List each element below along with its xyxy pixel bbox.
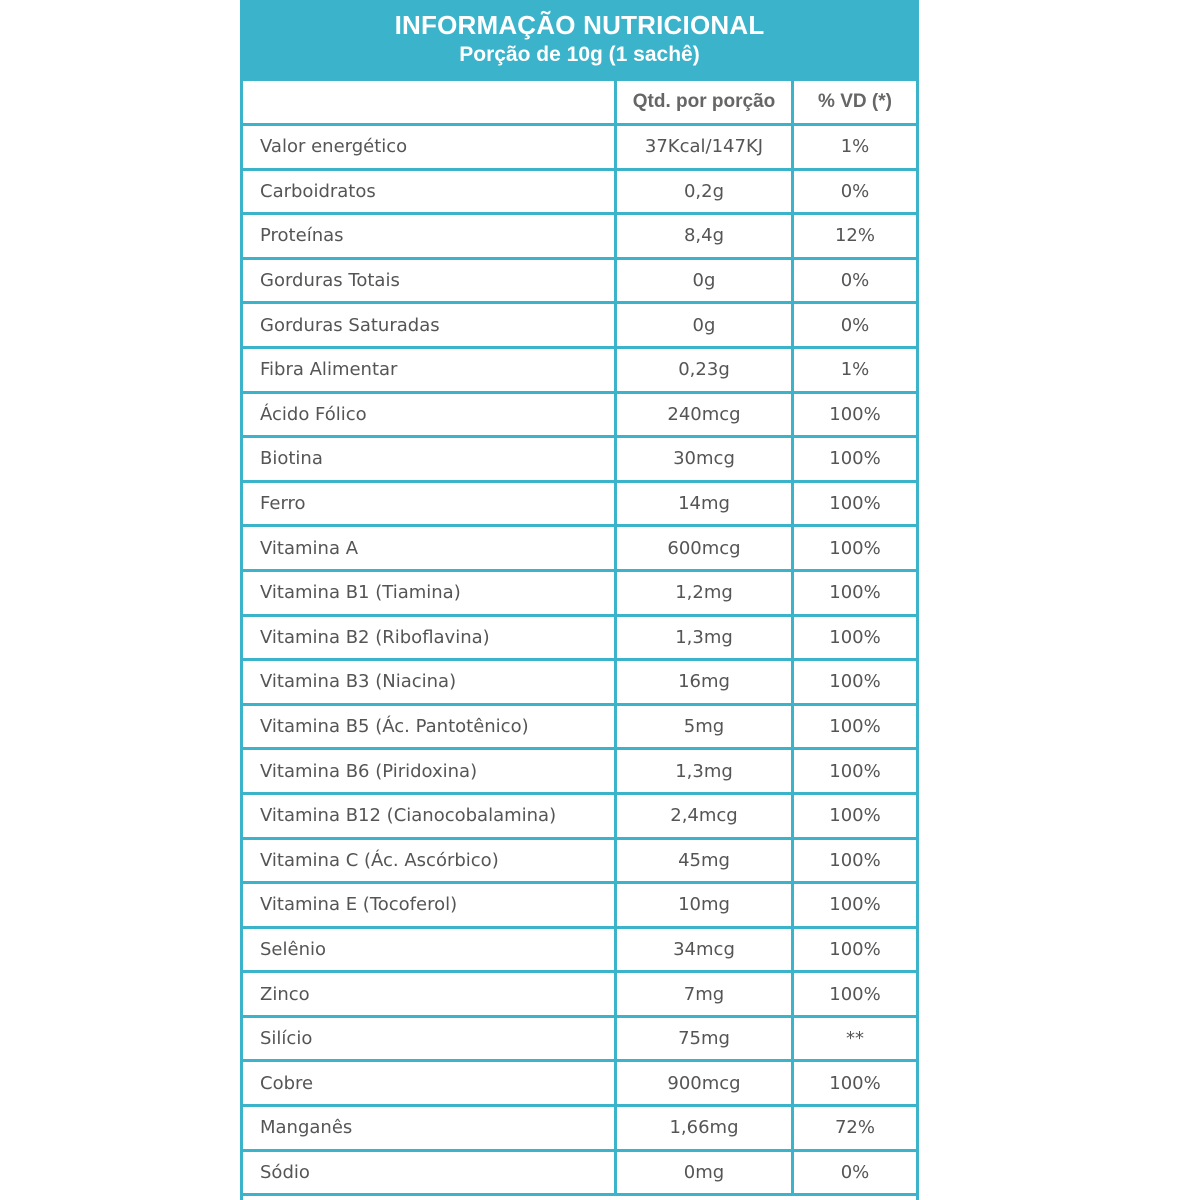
nutrient-name: Silício bbox=[243, 1018, 617, 1060]
daily-value-percent: 100% bbox=[829, 983, 881, 1005]
table-row bbox=[243, 617, 916, 662]
table-row bbox=[243, 438, 916, 483]
daily-value-percent: 100% bbox=[829, 493, 881, 515]
nutrient-name: Gorduras Totais bbox=[243, 260, 617, 302]
daily-value-percent: 0% bbox=[840, 1161, 870, 1183]
nutrient-name: Ácido Fólico bbox=[243, 394, 617, 436]
table-row bbox=[243, 973, 916, 1018]
nutrient-name: Proteínas bbox=[243, 215, 617, 257]
daily-value-percent: 100% bbox=[829, 849, 881, 871]
quantity-per-serving: 37Kcal/147KJ bbox=[617, 126, 794, 168]
table-row bbox=[243, 394, 916, 439]
daily-value-percent: 12% bbox=[834, 225, 875, 247]
quantity-per-serving: 2,4mcg bbox=[617, 795, 794, 837]
nutrient-name: Fibra Alimentar bbox=[243, 349, 617, 391]
table-row bbox=[243, 215, 916, 260]
quantity-per-serving: 14mg bbox=[617, 483, 794, 525]
nutrition-facts-panel bbox=[240, 0, 919, 1200]
daily-value-percent: 100% bbox=[829, 626, 881, 648]
quantity-per-serving: 1,3mg bbox=[617, 750, 794, 792]
nutrient-name: Carboidratos bbox=[243, 171, 617, 213]
table-row bbox=[243, 171, 916, 216]
table-row bbox=[243, 1018, 916, 1063]
nutrient-name: Biotina bbox=[243, 438, 617, 480]
daily-value-percent: 100% bbox=[829, 537, 881, 559]
daily-value-percent: 100% bbox=[829, 671, 881, 693]
quantity-per-serving: 45mg bbox=[617, 840, 794, 882]
nutrient-name: Vitamina B5 (Ác. Pantotênico) bbox=[243, 706, 617, 748]
daily-value-percent: 100% bbox=[829, 894, 881, 916]
nutrient-name: Vitamina B2 (Riboflavina) bbox=[243, 617, 617, 659]
quantity-per-serving: 0mg bbox=[617, 1152, 794, 1194]
nutrient-name: Vitamina B3 (Niacina) bbox=[243, 661, 617, 703]
table-row bbox=[243, 795, 916, 840]
nutrition-table-body bbox=[243, 126, 916, 1196]
nutrient-name: Zinco bbox=[243, 973, 617, 1015]
table-row bbox=[243, 572, 916, 617]
daily-value-percent: 1% bbox=[840, 136, 870, 158]
nutrient-name: Vitamina A bbox=[243, 527, 617, 569]
daily-value-percent: 100% bbox=[829, 805, 881, 827]
daily-value-percent: 100% bbox=[829, 403, 881, 425]
daily-value-percent: 0% bbox=[840, 314, 870, 336]
nutrient-name: Selênio bbox=[243, 929, 617, 971]
quantity-per-serving: 0,23g bbox=[617, 349, 794, 391]
column-header-daily-value: % VD (*) bbox=[818, 91, 892, 112]
quantity-per-serving: 240mcg bbox=[617, 394, 794, 436]
serving-size: Porção de 10g (1 sachê) bbox=[459, 43, 700, 66]
nutrient-name: Sódio bbox=[243, 1152, 617, 1194]
daily-value-percent: 100% bbox=[829, 716, 881, 738]
table-row bbox=[243, 126, 916, 171]
table-row bbox=[243, 661, 916, 706]
table-row bbox=[243, 750, 916, 795]
quantity-per-serving: 10mg bbox=[617, 884, 794, 926]
table-row bbox=[243, 1107, 916, 1152]
table-row bbox=[243, 260, 916, 305]
quantity-per-serving: 34mcg bbox=[617, 929, 794, 971]
nutrition-header bbox=[243, 0, 916, 81]
quantity-per-serving: 5mg bbox=[617, 706, 794, 748]
daily-value-percent: 72% bbox=[834, 1117, 875, 1139]
column-header-nutrient bbox=[243, 81, 617, 123]
quantity-per-serving: 900mcg bbox=[617, 1062, 794, 1104]
quantity-per-serving: 1,3mg bbox=[617, 617, 794, 659]
daily-value-percent: 100% bbox=[829, 938, 881, 960]
table-row bbox=[243, 706, 916, 751]
quantity-per-serving: 600mcg bbox=[617, 527, 794, 569]
daily-value-percent: 100% bbox=[829, 448, 881, 470]
quantity-per-serving: 30mcg bbox=[617, 438, 794, 480]
nutrient-name: Ferro bbox=[243, 483, 617, 525]
table-row bbox=[243, 527, 916, 572]
quantity-per-serving: 75mg bbox=[617, 1018, 794, 1060]
daily-value-percent: 1% bbox=[840, 359, 870, 381]
nutrition-title: INFORMAÇÃO NUTRICIONAL bbox=[394, 10, 765, 40]
quantity-per-serving: 0,2g bbox=[617, 171, 794, 213]
nutrient-name: Vitamina E (Tocoferol) bbox=[243, 884, 617, 926]
quantity-per-serving: 7mg bbox=[617, 973, 794, 1015]
nutrient-name: Valor energético bbox=[243, 126, 617, 168]
daily-value-percent: 100% bbox=[829, 1072, 881, 1094]
table-row bbox=[243, 1152, 916, 1197]
nutrient-name: Gorduras Saturadas bbox=[243, 304, 617, 346]
table-row bbox=[243, 483, 916, 528]
table-row bbox=[243, 349, 916, 394]
nutrient-name: Cobre bbox=[243, 1062, 617, 1104]
quantity-per-serving: 16mg bbox=[617, 661, 794, 703]
daily-value-percent: 0% bbox=[840, 180, 870, 202]
table-row bbox=[243, 304, 916, 349]
nutrient-name: Vitamina B6 (Piridoxina) bbox=[243, 750, 617, 792]
table-row bbox=[243, 840, 916, 885]
quantity-per-serving: 1,66mg bbox=[617, 1107, 794, 1149]
quantity-per-serving: 0g bbox=[617, 260, 794, 302]
table-row bbox=[243, 1062, 916, 1107]
column-header-quantity: Qtd. por porção bbox=[617, 81, 794, 123]
daily-value-percent: 100% bbox=[829, 582, 881, 604]
daily-value-percent: ** bbox=[846, 1028, 864, 1050]
table-row bbox=[243, 929, 916, 974]
nutrient-name: Vitamina B12 (Cianocobalamina) bbox=[243, 795, 617, 837]
table-row bbox=[243, 884, 916, 929]
daily-value-percent: 0% bbox=[840, 270, 870, 292]
daily-value-percent: 100% bbox=[829, 760, 881, 782]
nutrient-name: Vitamina C (Ác. Ascórbico) bbox=[243, 840, 617, 882]
quantity-per-serving: 0g bbox=[617, 304, 794, 346]
nutrient-name: Vitamina B1 (Tiamina) bbox=[243, 572, 617, 614]
quantity-per-serving: 1,2mg bbox=[617, 572, 794, 614]
quantity-per-serving: 8,4g bbox=[617, 215, 794, 257]
column-header-row bbox=[243, 81, 916, 126]
nutrient-name: Manganês bbox=[243, 1107, 617, 1149]
